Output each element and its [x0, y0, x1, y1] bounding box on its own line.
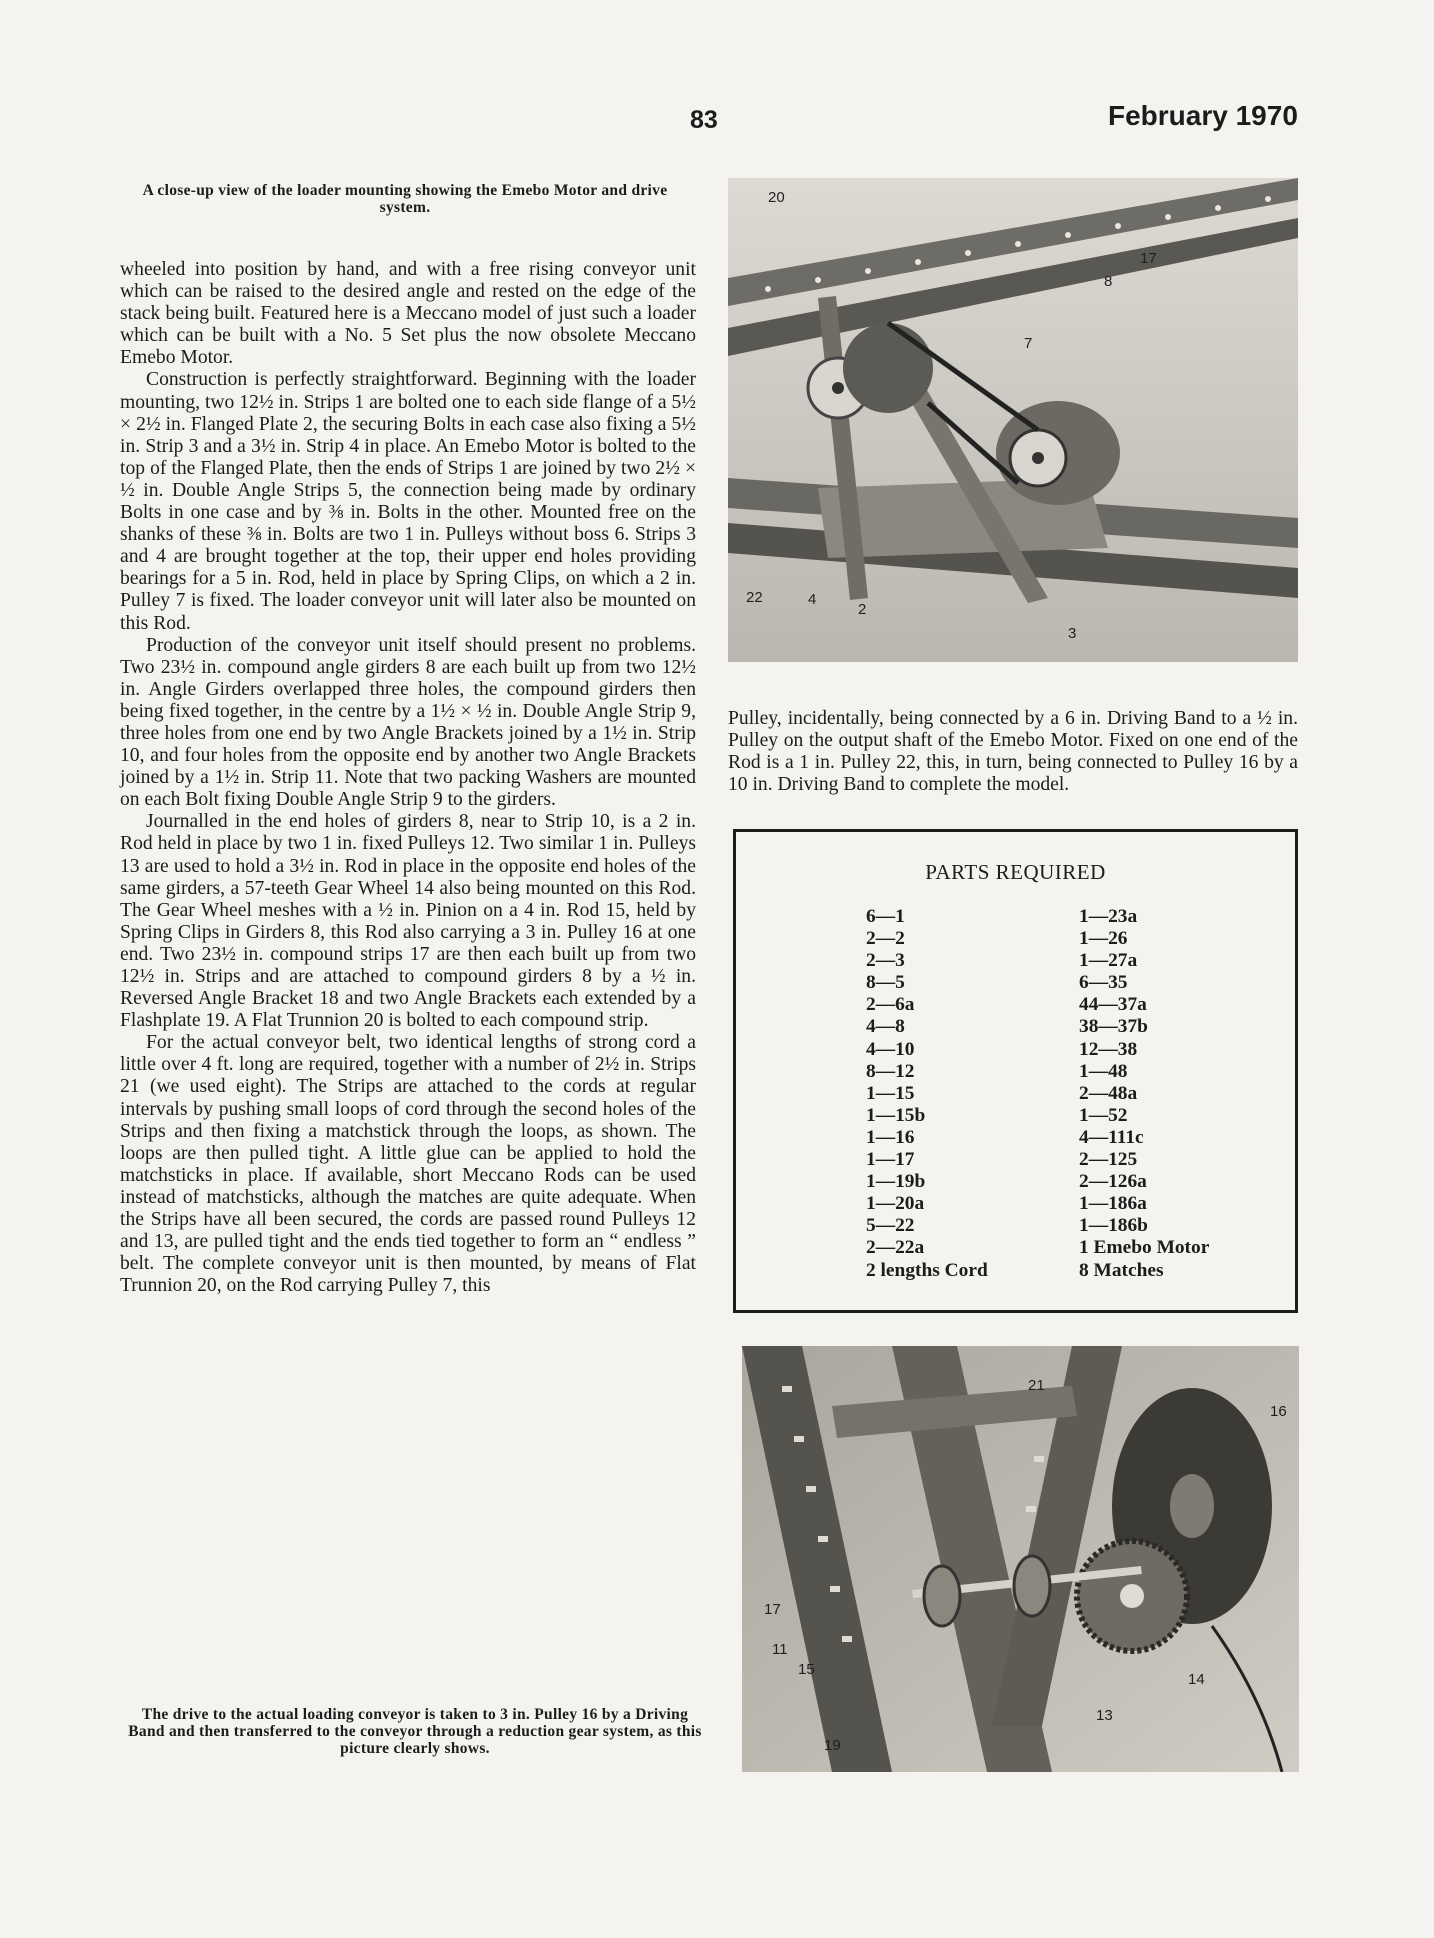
- photo-label: 21: [1028, 1377, 1045, 1394]
- part-entry: 2—6a: [866, 994, 915, 1016]
- issue-date: February 1970: [1108, 100, 1298, 131]
- photo-label: 7: [1024, 335, 1033, 352]
- part-entry: 38—37b: [1079, 1016, 1148, 1038]
- part-entry: 1—26: [1079, 928, 1128, 950]
- parts-list-right: [1079, 906, 1209, 1282]
- part-entry: 2—22a: [866, 1237, 925, 1259]
- photo-label: 14: [1188, 1671, 1205, 1688]
- part-entry: 4—10: [866, 1038, 915, 1060]
- photo-label: 19: [824, 1737, 841, 1754]
- part-entry: 12—38: [1079, 1038, 1138, 1060]
- part-entry: 5—22: [866, 1215, 915, 1237]
- photo-label: 2: [858, 601, 867, 618]
- part-entry: 2—125: [1079, 1149, 1138, 1171]
- drive-gear-photo: [742, 1346, 1299, 1772]
- loader-mounting-photo: [728, 178, 1298, 662]
- photo-label: 4: [808, 591, 817, 608]
- part-entry: 8 Matches: [1079, 1259, 1164, 1281]
- part-entry: 2—2: [866, 928, 905, 950]
- part-entry: 2 lengths Cord: [866, 1259, 988, 1281]
- photo-label: 20: [768, 189, 785, 206]
- article-right-column: Pulley, incidentally, being connected by a 6 in. Driving Band to a ½ in. Pulley on the output shaft of the Emebo Motor. Fixed on one end of the Rod is a 1 in. Pulley 22, this, in turn, being connected to Pulley 16 by a 10 in. Driving Band to complete the model.: [728, 707, 1298, 795]
- photo-caption-bottom: The drive to the actual loading conveyor is taken to 3 in. Pulley 16 by a Driving Band and then transferred to the conveyor through a reduction gear system, as this picture clearly shows.: [128, 1706, 702, 1757]
- part-entry: 1—20a: [866, 1193, 925, 1215]
- paragraph: wheeled into position by hand, and with a free rising conveyor unit which can be raised to the desired angle and rested on the edge of the stack being built. Featured here is a Meccano model of just such a loader which can be built with a No. 5 Set plus the now obsolete Meccano Emebo Motor.: [120, 259, 696, 369]
- parts-required-box: [733, 829, 1298, 1313]
- part-entry: 1—17: [866, 1149, 915, 1171]
- article-left-column: [120, 259, 696, 1297]
- photo-label: 3: [1068, 625, 1077, 642]
- photo-label: 17: [1140, 250, 1157, 267]
- photo-label: 16: [1270, 1403, 1287, 1420]
- part-entry: 1—52: [1079, 1104, 1128, 1126]
- photo-label: 15: [798, 1661, 815, 1678]
- part-entry: 1—27a: [1079, 950, 1138, 972]
- page-number: 83: [690, 106, 718, 134]
- part-entry: 8—12: [866, 1060, 915, 1082]
- part-entry: 1 Emebo Motor: [1079, 1237, 1210, 1259]
- part-entry: 4—8: [866, 1016, 905, 1038]
- paragraph: Construction is perfectly straightforward. Beginning with the loader mounting, two 12½ in. Strips 1 are bolted one to each side flange of a 5½ × 2½ in. Flanged Plate 2, the securing Bolts in each case also fixing a 5½ in. Strip 3 and a 3½ in. Strip 4 in place. An Emebo Motor is bolted to the top of the Flanged Plate, then the ends of Strips 1 are joined by two 2½ × ½ in. Double Angle Strips 5, the connection being made by ordinary Bolts in one case and by ⅜ in. Bolts in the other. Mounted free on the shanks of these ⅜ in. Bolts are two 1 in. Pulleys without boss 6. Strips 3 and 4 are brought together at the top, their upper end holes providing bearings for a 5 in. Rod, held in place by Spring Clips, on which a 2 in. Pulley 7 is fixed. The loader conveyor unit will later also be mounted on this Rod.: [120, 369, 696, 634]
- photo-label: 22: [746, 589, 763, 606]
- part-entry: 1—15b: [866, 1104, 926, 1126]
- paragraph: Journalled in the end holes of girders 8, near to Strip 10, is a 2 in. Rod held in place by two 1 in. fixed Pulleys 12. Two similar 1 in. Pulleys 13 are used to hold a 3½ in. Rod in place in the opposite end holes of the same girders, a 57-teeth Gear Wheel 14 also being mounted on this Rod. The Gear Wheel meshes with a ½ in. Pinion on a 4 in. Rod 15, held by Spring Clips in Girders 8, this Rod also carrying a 3 in. Pulley 16 at one end. Two 23½ in. compound strips 17 are then each built up from two 12½ in. Strips and are attached to compound girders 8 by a ½ in. Reversed Angle Bracket 18 and two Angle Brackets each extended by a Flashplate 19. A Flat Trunnion 20 is bolted to each compound strip.: [120, 811, 696, 1032]
- part-entry: 4—111c: [1079, 1126, 1144, 1148]
- part-entry: 1—186b: [1079, 1215, 1148, 1237]
- parts-title: PARTS REQUIRED: [925, 860, 1106, 884]
- photo-label: 17: [764, 1601, 781, 1618]
- part-entry: 2—48a: [1079, 1082, 1138, 1104]
- part-entry: 1—15: [866, 1082, 915, 1104]
- photo-caption-top: A close-up view of the loader mounting showing the Emebo Motor and drive system.: [142, 182, 668, 216]
- paragraph: Production of the conveyor unit itself should present no problems. Two 23½ in. compound angle girders 8 are each built up from two 12½ in. Angle Girders overlapped three holes, the compound girders then being fixed together, in the centre by a 1½ × ½ in. Double Angle Strip 9, three holes from one end by two Angle Brackets joined by a 1½ in. Strip 10, and four holes from the opposite end by another two Angle Brackets joined by a 1½ in. Strip 11. Note that two packing Washers are mounted on each Bolt fixing Double Angle Strip 9 to the girders.: [120, 634, 696, 811]
- part-entry: 1—186a: [1079, 1193, 1147, 1215]
- photo-label: 8: [1104, 273, 1113, 290]
- part-entry: 8—5: [866, 972, 905, 994]
- part-entry: 44—37a: [1079, 994, 1147, 1016]
- parts-list-left: [866, 906, 988, 1282]
- part-entry: 1—19b: [866, 1171, 926, 1193]
- part-entry: 1—48: [1079, 1060, 1128, 1082]
- part-entry: 6—35: [1079, 972, 1128, 994]
- photo-label: 13: [1096, 1707, 1113, 1724]
- paragraph: For the actual conveyor belt, two identical lengths of strong cord a little over 4 ft. long are required, together with a number of 2½ in. Strips 21 (we used eight). The Strips are attached to the cords at regular intervals by pushing small loops of cord through the second holes of the Strips and then fixing a matchstick through the loops, as shown. The loops are then pulled tight. A little glue can be applied to hold the matchsticks in place. If available, short Meccano Rods can be used instead of matchsticks, although the matches are quite adequate. When the Strips have all been secured, the cords are passed round Pulleys 12 and 13, are pulled tight and the ends tied together to form an “ endless ” belt. The complete conveyor unit is then mounted, by means of Flat Trunnion 20, on the Rod carrying Pulley 7, this: [120, 1032, 696, 1297]
- part-entry: 1—16: [866, 1126, 915, 1148]
- part-entry: 1—23a: [1079, 906, 1138, 927]
- photo-label: 11: [772, 1641, 788, 1658]
- part-entry: 2—3: [866, 950, 905, 972]
- part-entry: 2—126a: [1079, 1171, 1147, 1193]
- part-entry: 6—1: [866, 906, 905, 927]
